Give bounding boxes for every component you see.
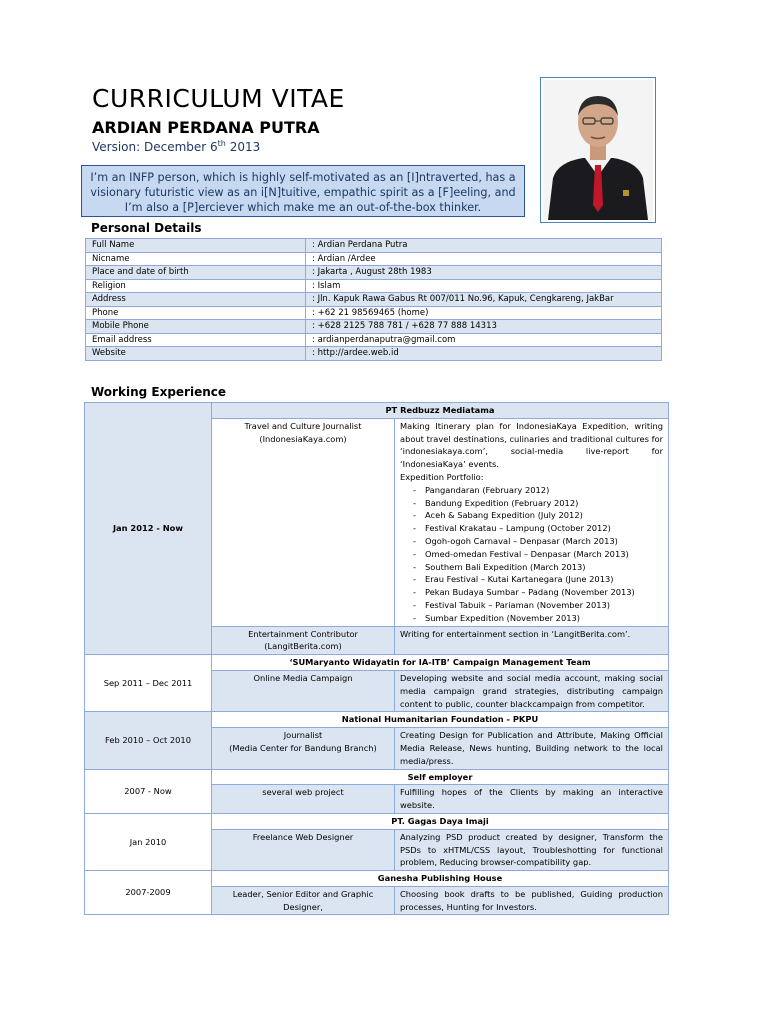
company-name: PT. Gagas Daya Imaji (212, 813, 669, 829)
working-experience-table (84, 402, 669, 915)
description-text: Making Itinerary plan for IndonesiaKaya Expedition, writing about travel destinations, culinaries and traditional cultures for ‘indonesiakaya.com’, social-media live-report for ‘IndonesiaKaya’ events. (400, 420, 663, 470)
list-item: - Pekan Budaya Sumbar – Padang (November 2013) (423, 586, 663, 599)
summary-line: I’m an INFP person, which is highly self-motivated as an [I]ntraverted, has a (90, 171, 516, 184)
date-cell: Jan 2010 (85, 813, 212, 870)
table-row (86, 266, 662, 280)
detail-value: : ardianperdanaputra@gmail.com (306, 333, 662, 347)
list-item: - Southern Bali Expedition (March 2013) (423, 561, 663, 574)
detail-label: Nicname (86, 252, 306, 266)
role-subtitle: (LangitBerita.com) (264, 641, 342, 652)
date-cell: 2007-2009 (85, 871, 212, 915)
detail-value: : Ardian Perdana Putra (306, 239, 662, 253)
portfolio-list (400, 484, 663, 625)
detail-value: : +62 21 98569465 (home) (306, 306, 662, 320)
company-name: Self employer (212, 769, 669, 785)
list-item: - Festival Tabuik – Pariaman (November 2013) (423, 599, 663, 612)
detail-value: : Jakarta , August 28th 1983 (306, 266, 662, 280)
role-title: Travel and Culture Journalist (244, 420, 362, 431)
list-item: - Ogoh-ogoh Carnaval – Denpasar (March 2013) (423, 535, 663, 548)
detail-label: Phone (86, 306, 306, 320)
detail-label: Full Name (86, 239, 306, 253)
detail-value: : Ardian /Ardee (306, 252, 662, 266)
detail-value: : http://ardee.web.id (306, 347, 662, 361)
list-item: - Festival Krakatau – Lampung (October 2012) (423, 522, 663, 535)
table-row (86, 293, 662, 307)
working-experience-title: Working Experience (91, 385, 227, 399)
detail-label: Address (86, 293, 306, 307)
description-cell: Analyzing PSD product created by designer, Transform the PSDs to xHTML/CSS layout, Troubleshotting for functional problem, Reducing browser-compatibility gap. (395, 829, 669, 870)
summary-line: visionary futuristic view as an i[N]tuitive, empathic spirit as a [F]eeling, and (90, 186, 516, 199)
role-cell (212, 418, 395, 626)
company-name: ‘SUMaryanto Widayatin for IA-ITB’ Campaign Management Team (212, 655, 669, 671)
table-row (86, 279, 662, 293)
portfolio-label: Expedition Portfolio: (400, 471, 484, 482)
profile-photo (540, 77, 656, 223)
date-cell: Sep 2011 – Dec 2011 (85, 655, 212, 712)
description-cell: Developing website and social media account, making social media campaign grand strategies, distributing campaign content to public, counter blackcampaign from competitor. (395, 670, 669, 711)
role-subtitle: (IndonesiaKaya.com) (259, 433, 347, 444)
role-cell: several web project (212, 785, 395, 814)
table-row (86, 239, 662, 253)
version-sup: th (217, 139, 226, 148)
version-year: 2013 (225, 140, 261, 154)
detail-label: Website (86, 347, 306, 361)
role-cell (212, 728, 395, 769)
company-name: National Humanitarian Foundation - PKPU (212, 712, 669, 728)
detail-label: Mobile Phone (86, 320, 306, 334)
description-cell: Fulfilling hopes of the Clients by making an interactive website. (395, 785, 669, 814)
cv-title: CURRICULUM VITAE (92, 84, 345, 113)
description-cell: Writing for entertainment section in ‘LangitBerita.com’. (395, 626, 669, 655)
detail-value: : Jln. Kapuk Rawa Gabus Rt 007/011 No.96, Kapuk, Cengkareng, JakBar (306, 293, 662, 307)
person-name: ARDIAN PERDANA PUTRA (92, 118, 320, 137)
description-cell (395, 418, 669, 626)
table-row (86, 333, 662, 347)
table-row (86, 252, 662, 266)
date-cell: Jan 2012 - Now (85, 403, 212, 655)
table-row (86, 306, 662, 320)
detail-label: Religion (86, 279, 306, 293)
table-row (86, 320, 662, 334)
version-line (92, 139, 260, 154)
table-row (86, 347, 662, 361)
list-item: - Bandung Expedition (February 2012) (423, 497, 663, 510)
role-cell (212, 626, 395, 655)
date-cell: Feb 2010 – Oct 2010 (85, 712, 212, 769)
list-item: - Sumbar Expedition (November 2013) (423, 612, 663, 625)
personality-summary (81, 165, 525, 217)
role-cell: Online Media Campaign (212, 670, 395, 711)
detail-value: : Islam (306, 279, 662, 293)
description-cell: Choosing book drafts to be published, Guiding production processes, Hunting for Investors. (395, 886, 669, 915)
company-name: Ganesha Publishing House (212, 871, 669, 887)
role-title: Journalist (283, 730, 323, 741)
role-cell: Freelance Web Designer (212, 829, 395, 870)
detail-value: : +628 2125 788 781 / +628 77 888 14313 (306, 320, 662, 334)
detail-label: Place and date of birth (86, 266, 306, 280)
role-cell: Leader, Senior Editor and Graphic Designer, (212, 886, 395, 915)
role-title: Entertainment Contributor (248, 628, 358, 639)
role-subtitle: (Media Center for Bandung Branch) (229, 742, 377, 753)
personal-details-title: Personal Details (91, 221, 202, 235)
company-name: PT Redbuzz Mediatama (212, 403, 669, 419)
list-item: - Omed-omedan Festival – Denpasar (March 2013) (423, 548, 663, 561)
list-item: - Pangandaran (February 2012) (423, 484, 663, 497)
description-cell: Creating Design for Publication and Attribute, Making Official Media Release, News hunting, Building network to the local media/press. (395, 728, 669, 769)
version-prefix: Version: December 6 (92, 140, 218, 154)
personal-details-table (85, 238, 662, 361)
summary-line: I’m also a [P]erciever which make me an out-of-the-box thinker. (124, 201, 482, 214)
detail-label: Email address (86, 333, 306, 347)
list-item: - Erau Festival – Kutai Kartanegara (June 2013) (423, 573, 663, 586)
date-cell: 2007 - Now (85, 769, 212, 813)
list-item: - Aceh & Sabang Expedition (July 2012) (423, 509, 663, 522)
